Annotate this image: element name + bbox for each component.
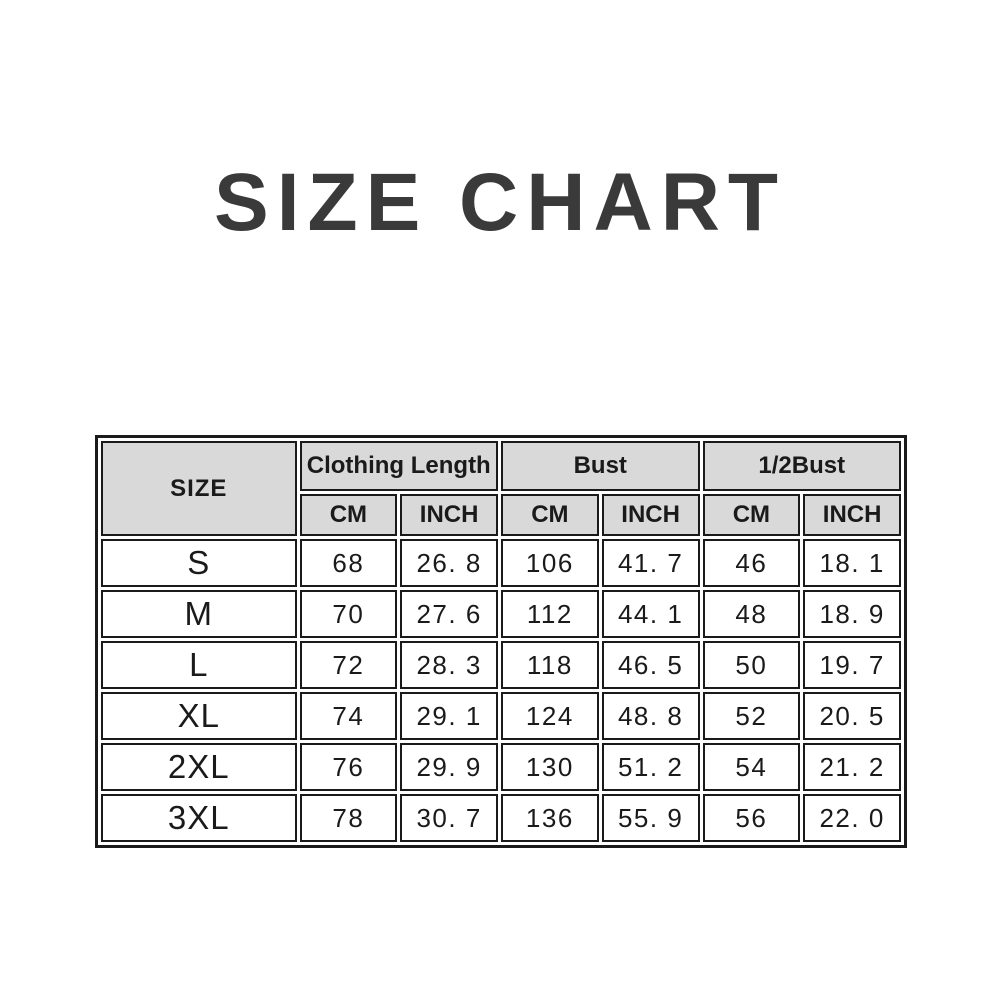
value-cell: 124: [501, 692, 599, 740]
row-label: M: [101, 590, 297, 638]
value-cell: 18. 9: [803, 590, 901, 638]
value-cell: 136: [501, 794, 599, 842]
value-cell: 22. 0: [803, 794, 901, 842]
unit-header-bust-cm: CM: [501, 494, 599, 536]
table-row-s: [101, 539, 901, 587]
unit-header-clothing-cm: CM: [300, 494, 398, 536]
value-cell: 19. 7: [803, 641, 901, 689]
row-label: L: [101, 641, 297, 689]
value-cell: 29. 1: [400, 692, 498, 740]
header-half-bust: 1/2Bust: [703, 441, 902, 491]
value-cell: 41. 7: [602, 539, 700, 587]
header-clothing-length: Clothing Length: [300, 441, 499, 491]
table-row-xl: [101, 692, 901, 740]
value-cell: 76: [300, 743, 398, 791]
row-label: XL: [101, 692, 297, 740]
value-cell: 18. 1: [803, 539, 901, 587]
value-cell: 48. 8: [602, 692, 700, 740]
value-cell: 112: [501, 590, 599, 638]
unit-header-clothing-inch: INCH: [400, 494, 498, 536]
value-cell: 44. 1: [602, 590, 700, 638]
value-cell: 78: [300, 794, 398, 842]
table-row-m: [101, 590, 901, 638]
unit-header-bust-inch: INCH: [602, 494, 700, 536]
value-cell: 29. 9: [400, 743, 498, 791]
value-cell: 106: [501, 539, 599, 587]
value-cell: 20. 5: [803, 692, 901, 740]
page-title: SIZE CHART: [214, 157, 786, 248]
value-cell: 74: [300, 692, 398, 740]
value-cell: 70: [300, 590, 398, 638]
value-cell: 48: [703, 590, 801, 638]
unit-header-halfbust-inch: INCH: [803, 494, 901, 536]
row-label: S: [101, 539, 297, 587]
value-cell: 68: [300, 539, 398, 587]
value-cell: 28. 3: [400, 641, 498, 689]
table-row-l: [101, 641, 901, 689]
table-row-3xl: [101, 794, 901, 842]
size-chart-table: [95, 435, 907, 848]
table-row-2xl: [101, 743, 901, 791]
value-cell: 130: [501, 743, 599, 791]
row-label: 3XL: [101, 794, 297, 842]
header-bust: Bust: [501, 441, 700, 491]
value-cell: 50: [703, 641, 801, 689]
row-label: 2XL: [101, 743, 297, 791]
header-group-row: [101, 441, 901, 491]
value-cell: 26. 8: [400, 539, 498, 587]
value-cell: 46: [703, 539, 801, 587]
value-cell: 21. 2: [803, 743, 901, 791]
header-size: SIZE: [101, 441, 297, 536]
value-cell: 54: [703, 743, 801, 791]
value-cell: 51. 2: [602, 743, 700, 791]
value-cell: 56: [703, 794, 801, 842]
unit-header-halfbust-cm: CM: [703, 494, 801, 536]
value-cell: 72: [300, 641, 398, 689]
value-cell: 30. 7: [400, 794, 498, 842]
value-cell: 27. 6: [400, 590, 498, 638]
value-cell: 52: [703, 692, 801, 740]
value-cell: 55. 9: [602, 794, 700, 842]
value-cell: 118: [501, 641, 599, 689]
value-cell: 46. 5: [602, 641, 700, 689]
